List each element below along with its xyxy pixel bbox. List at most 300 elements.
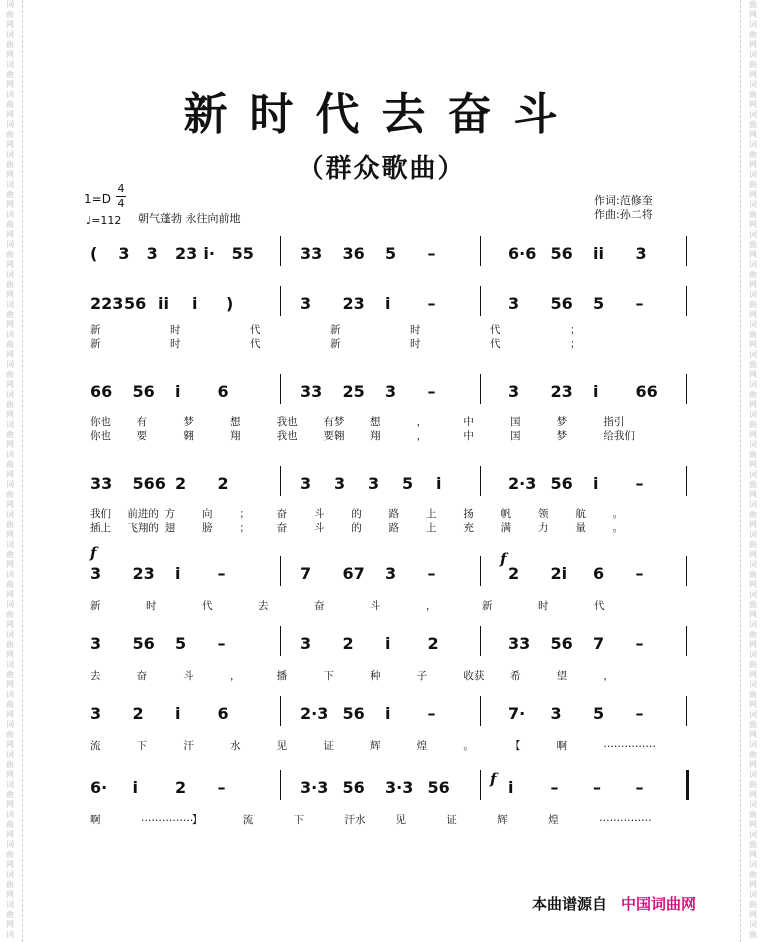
lyric-syllable: 汗 <box>183 740 194 752</box>
watermark-char: 曲 <box>749 60 757 69</box>
watermark-char: 网 <box>6 170 14 179</box>
watermark-char: 网 <box>6 230 14 239</box>
composer-credit: 作曲:孙二将 <box>594 208 653 221</box>
lyric-line <box>90 322 690 336</box>
lyric-syllable: 下 <box>136 740 148 752</box>
watermark-char: 曲 <box>749 450 757 459</box>
note: 2 <box>175 778 187 797</box>
note: 36 <box>342 244 365 263</box>
lyric-syllable: 要翱 <box>323 430 345 442</box>
lyric-syllable: ； <box>570 324 581 336</box>
watermark-char: 词 <box>6 60 14 69</box>
note: – <box>217 564 226 583</box>
note: i <box>175 564 181 583</box>
watermark-char: 网 <box>6 800 14 809</box>
note: – <box>635 778 644 797</box>
lyric-syllable: 路 <box>388 508 400 520</box>
watermark-char: 网 <box>749 670 757 679</box>
lyric-line <box>90 668 690 682</box>
lyric-syllable: ， <box>416 416 428 428</box>
lyric-syllable: 上 <box>426 508 437 520</box>
key-signature: 1=D <box>84 192 111 206</box>
dynamic-forte: f <box>490 770 497 788</box>
song-subtitle: （群众歌曲） <box>297 154 466 184</box>
watermark-char: 曲 <box>749 270 757 279</box>
source-brand: 中国词曲网 <box>621 895 697 913</box>
expression-marking: 朝气蓬勃 永往向前地 <box>138 212 241 225</box>
note: 3 <box>508 294 520 313</box>
lyric-syllable: 要 <box>136 430 148 442</box>
watermark-char: 网 <box>749 490 757 499</box>
watermark-char: 词 <box>749 710 757 719</box>
note: 33 <box>508 634 531 653</box>
note: 7 <box>300 564 312 583</box>
lyric-syllable: 想 <box>370 416 381 428</box>
watermark-char: 曲 <box>6 220 14 229</box>
watermark-char: 曲 <box>749 930 757 939</box>
lyric-syllable: 收获 <box>463 670 485 682</box>
lyric-syllable: 向 <box>202 508 213 520</box>
watermark-char: 曲 <box>6 910 14 919</box>
watermark-char: 网 <box>6 770 14 779</box>
note: 3 <box>118 244 130 263</box>
barline <box>686 374 687 404</box>
note: 66 <box>635 382 658 401</box>
score-row <box>90 696 690 726</box>
lyric-syllable: 我也 <box>276 430 298 442</box>
note: ) <box>226 294 234 313</box>
note: 6 <box>217 382 229 401</box>
watermark-char: 曲 <box>6 70 14 79</box>
barline <box>686 696 687 726</box>
watermark-char: 曲 <box>6 820 14 829</box>
lyric-syllable: 充 <box>463 522 474 534</box>
note: ( <box>90 244 98 263</box>
lyric-syllable: 代 <box>490 324 501 336</box>
watermark-char: 曲 <box>749 810 757 819</box>
lyric-syllable: ， <box>416 430 428 442</box>
lyric-line <box>90 428 690 442</box>
watermark-char: 网 <box>749 160 757 169</box>
watermark-char: 词 <box>6 510 14 519</box>
watermark-char: 曲 <box>749 180 757 189</box>
watermark-char: 网 <box>6 740 14 749</box>
watermark-char: 词 <box>749 170 757 179</box>
watermark-char: 词 <box>749 770 757 779</box>
note: 2 <box>508 564 520 583</box>
watermark-char: 曲 <box>749 420 757 429</box>
watermark-char: 曲 <box>6 280 14 289</box>
watermark-char: 词 <box>6 180 14 189</box>
note: 5 <box>385 244 397 263</box>
barline <box>280 770 281 800</box>
note: 3 <box>146 244 158 263</box>
watermark-char: 曲 <box>749 390 757 399</box>
watermark-char: 词 <box>6 390 14 399</box>
watermark-char: 曲 <box>749 660 757 669</box>
watermark-char: 曲 <box>749 510 757 519</box>
watermark-char: 曲 <box>6 460 14 469</box>
watermark-char: 曲 <box>6 610 14 619</box>
lyric-syllable: 帆 <box>500 508 512 520</box>
note: 7 <box>593 634 605 653</box>
lyric-syllable: ， <box>426 600 437 612</box>
lyric-syllable: 插上 <box>90 522 111 534</box>
barline <box>280 374 281 404</box>
note: i <box>436 474 442 493</box>
watermark-char: 网 <box>6 650 14 659</box>
barline <box>686 556 687 586</box>
lyric-syllable: 给我们 <box>603 430 635 442</box>
lyric-syllable: 梦 <box>556 430 568 442</box>
watermark-char: 网 <box>749 880 757 889</box>
lyric-syllable: 。 <box>612 522 624 534</box>
watermark-char: 曲 <box>6 10 14 19</box>
note: i <box>175 382 181 401</box>
lyric-syllable: 时 <box>538 600 549 612</box>
watermark-char: 曲 <box>6 340 14 349</box>
lyric-syllable: 新 <box>90 324 101 336</box>
watermark-char: 词 <box>6 810 14 819</box>
watermark-char: 词 <box>749 530 757 539</box>
watermark-char: 曲 <box>6 430 14 439</box>
lyric-syllable: 斗 <box>370 600 381 612</box>
barline <box>280 556 281 586</box>
lyric-syllable: 新 <box>90 600 101 612</box>
watermark-char: 网 <box>749 580 757 589</box>
note: 5 <box>593 294 605 313</box>
note: 56 <box>132 634 155 653</box>
watermark-char: 网 <box>6 890 14 899</box>
note: – <box>593 778 601 797</box>
lyric-syllable: 希 <box>510 670 521 682</box>
watermark-char: 网 <box>6 200 14 209</box>
watermark-char: 词 <box>6 630 14 639</box>
watermark-char: 词 <box>6 150 14 159</box>
score-row <box>90 770 690 800</box>
note: 5 <box>402 474 414 493</box>
note: i <box>192 294 198 313</box>
note: 66 <box>90 382 113 401</box>
watermark-char: 曲 <box>749 360 757 369</box>
watermark-char: 词 <box>749 860 757 869</box>
lyric-syllable: 梦 <box>556 416 568 428</box>
lyric-syllable: 新 <box>330 324 341 336</box>
lyric-syllable: 见 <box>395 814 406 826</box>
watermark-char: 网 <box>749 730 757 739</box>
note: 6 <box>217 704 229 723</box>
lyric-syllable: 新 <box>482 600 493 612</box>
lyricist-credit: 作词:范修奎 <box>594 194 653 207</box>
lyric-syllable: 奋 <box>314 600 325 612</box>
lyric-syllable: 时 <box>410 324 421 336</box>
lyric-syllable: 前进的 <box>127 508 159 520</box>
note: 56 <box>550 474 573 493</box>
lyric-syllable: 翔 <box>230 430 241 442</box>
note: 2i <box>550 564 568 583</box>
note: 56 <box>427 778 450 797</box>
note: 2 <box>342 634 354 653</box>
watermark-char: 曲 <box>6 730 14 739</box>
watermark-char: 网 <box>6 140 14 149</box>
note: 2 <box>217 474 229 493</box>
lyric-syllable: 我们 <box>90 508 111 520</box>
barline <box>280 626 281 656</box>
watermark-char: 网 <box>749 520 757 529</box>
note: 3 <box>635 244 647 263</box>
watermark-char: 词 <box>6 360 14 369</box>
watermark-char: 网 <box>6 920 14 929</box>
lyric-syllable: 去 <box>90 670 101 682</box>
watermark-char: 曲 <box>6 790 14 799</box>
lyric-syllable: 。 <box>463 740 474 752</box>
watermark-char: 网 <box>749 700 757 709</box>
watermark-char: 曲 <box>749 690 757 699</box>
lyric-line <box>90 520 690 534</box>
note: 33 <box>300 244 323 263</box>
watermark-char: 词 <box>6 540 14 549</box>
watermark-char: 词 <box>6 420 14 429</box>
barline <box>480 286 481 316</box>
watermark-char: 词 <box>749 80 757 89</box>
lyric-syllable: 流 <box>90 740 101 752</box>
barline <box>686 466 687 496</box>
note: – <box>427 294 436 313</box>
lyric-syllable: 时 <box>170 324 181 336</box>
lyric-syllable: 证 <box>446 814 457 826</box>
watermark-char: 词 <box>749 650 757 659</box>
note: 3 <box>90 704 102 723</box>
watermark-char: 曲 <box>6 250 14 259</box>
lyric-syllable: 见 <box>276 740 288 752</box>
note: 566 <box>132 474 166 493</box>
note: 56 <box>342 704 365 723</box>
watermark-char: 网 <box>6 710 14 719</box>
lyric-syllable: 代 <box>490 338 501 350</box>
lyric-syllable: 翅 <box>164 522 176 534</box>
note: 56 <box>550 634 573 653</box>
lyric-syllable: ； <box>239 522 250 534</box>
note: 6· <box>90 778 108 797</box>
note: 23 <box>342 294 365 313</box>
watermark-char: 网 <box>749 550 757 559</box>
barline <box>280 466 281 496</box>
lyric-syllable: 的 <box>351 522 362 534</box>
note: 3 <box>334 474 346 493</box>
barline <box>280 286 281 316</box>
note: 3·3 <box>385 778 414 797</box>
score-row <box>90 556 690 586</box>
watermark-char: 网 <box>6 110 14 119</box>
score-row <box>90 374 690 404</box>
note: 5 <box>593 704 605 723</box>
lyric-syllable: 时 <box>170 338 181 350</box>
watermark-char: 曲 <box>749 540 757 549</box>
final-barline <box>686 770 689 800</box>
watermark-char: 网 <box>6 290 14 299</box>
watermark-char: 网 <box>6 320 14 329</box>
note: 2 <box>132 704 144 723</box>
watermark-char: 曲 <box>749 300 757 309</box>
watermark-char: 词 <box>749 830 757 839</box>
watermark-char: 词 <box>749 350 757 359</box>
lyric-syllable: 望 <box>556 670 568 682</box>
watermark-char: 词 <box>749 620 757 629</box>
watermark-char: 网 <box>6 80 14 89</box>
watermark-char: 词 <box>6 930 14 939</box>
lyric-syllable: …………… <box>599 812 652 824</box>
note: 223 <box>90 294 124 313</box>
lyric-syllable: 力 <box>538 522 549 534</box>
note: 33 <box>300 382 323 401</box>
watermark-char: 曲 <box>749 330 757 339</box>
watermark-char: 网 <box>6 380 14 389</box>
lyric-syllable: 汗水 <box>344 814 366 826</box>
watermark-char: 网 <box>749 100 757 109</box>
lyric-syllable: 膀 <box>202 522 213 534</box>
lyric-syllable: 下 <box>293 814 305 826</box>
lyric-syllable: 。 <box>612 508 624 520</box>
song-title: 新时代去奋斗 <box>183 89 580 140</box>
barline <box>686 236 687 266</box>
note: 7· <box>508 704 526 723</box>
watermark-char: 网 <box>749 130 757 139</box>
note: 56 <box>342 778 365 797</box>
watermark-char: 网 <box>6 860 14 869</box>
note: – <box>635 634 644 653</box>
lyric-syllable: 上 <box>426 522 437 534</box>
watermark-char: 网 <box>749 250 757 259</box>
note: 25 <box>342 382 365 401</box>
lyric-syllable: 斗 <box>183 670 194 682</box>
lyric-syllable: 证 <box>323 740 334 752</box>
lyric-line <box>90 598 690 612</box>
lyric-syllable: 梦 <box>183 416 194 428</box>
note: 56 <box>550 244 573 263</box>
watermark-char: 曲 <box>6 490 14 499</box>
note: 5 <box>175 634 187 653</box>
watermark-char: 词 <box>749 590 757 599</box>
score-row <box>90 286 690 316</box>
lyric-syllable: 辉 <box>497 814 508 826</box>
watermark-char: 网 <box>749 850 757 859</box>
watermark-char: 网 <box>749 40 757 49</box>
watermark-char: 曲 <box>749 210 757 219</box>
barline <box>686 286 687 316</box>
lyric-syllable: 辉 <box>370 740 381 752</box>
lyric-syllable: 国 <box>510 430 521 442</box>
watermark-char: 词 <box>749 380 757 389</box>
score-row <box>90 626 690 656</box>
lyric-syllable: 啊 <box>556 740 568 752</box>
watermark-char: 词 <box>6 240 14 249</box>
lyric-syllable: 满 <box>500 522 512 534</box>
watermark-char: 词 <box>6 690 14 699</box>
watermark-char: 网 <box>6 620 14 629</box>
watermark-char: 词 <box>749 740 757 749</box>
watermark-char: 网 <box>749 430 757 439</box>
watermark-char: 词 <box>6 660 14 669</box>
note: 3 <box>550 704 562 723</box>
watermark-char: 网 <box>749 910 757 919</box>
note: i <box>593 474 599 493</box>
watermark-char: 曲 <box>6 580 14 589</box>
watermark-char: 网 <box>749 340 757 349</box>
lyric-syllable: 播 <box>276 670 288 682</box>
watermark-char: 曲 <box>6 520 14 529</box>
watermark-char: 曲 <box>6 370 14 379</box>
lyric-syllable: 扬 <box>463 508 474 520</box>
watermark-char: 曲 <box>6 100 14 109</box>
note: ii <box>593 244 604 263</box>
watermark-char: 词 <box>6 480 14 489</box>
watermark-char: 词 <box>749 920 757 929</box>
lyric-syllable: 翱 <box>183 430 194 442</box>
watermark-char: 词 <box>749 20 757 29</box>
note: 55 <box>231 244 254 263</box>
watermark-char: 词 <box>749 140 757 149</box>
lyric-syllable: 煌 <box>548 814 559 826</box>
watermark-char: 网 <box>749 610 757 619</box>
watermark-char: 网 <box>749 640 757 649</box>
watermark-char: 网 <box>749 760 757 769</box>
lyric-syllable: 你也 <box>90 416 111 428</box>
note: 67 <box>342 564 365 583</box>
lyric-syllable: 去 <box>258 600 269 612</box>
barline <box>480 770 481 800</box>
lyric-syllable: 量 <box>575 522 586 534</box>
note: 2·3 <box>300 704 329 723</box>
watermark-char: 词 <box>749 110 757 119</box>
lyric-syllable: 代 <box>250 324 261 336</box>
note: 56 <box>132 382 155 401</box>
lyric-syllable: 流 <box>242 814 254 826</box>
lyric-syllable: 斗 <box>314 508 325 520</box>
barline <box>480 696 481 726</box>
watermark-char: 曲 <box>749 150 757 159</box>
note: ii <box>158 294 169 313</box>
watermark-char: 网 <box>6 20 14 29</box>
watermark-char: 曲 <box>749 240 757 249</box>
note: 3 <box>368 474 380 493</box>
watermark-char: 词 <box>749 470 757 479</box>
watermark-char: 曲 <box>6 40 14 49</box>
note: i <box>385 634 391 653</box>
watermark-char: 词 <box>749 560 757 569</box>
lyric-syllable: 】 <box>191 814 203 826</box>
watermark-char: 词 <box>749 890 757 899</box>
note: 23 <box>550 382 573 401</box>
lyric-syllable: 斗 <box>314 522 325 534</box>
note: – <box>217 634 226 653</box>
watermark-char: 网 <box>749 310 757 319</box>
note: – <box>635 564 644 583</box>
note: 3 <box>300 474 312 493</box>
note: 33 <box>90 474 113 493</box>
barline <box>480 556 481 586</box>
lyric-syllable: 飞翔的 <box>127 522 159 534</box>
watermark-char: 词 <box>6 720 14 729</box>
lyric-line <box>90 506 690 520</box>
watermark-char: 曲 <box>6 700 14 709</box>
watermark-char: 曲 <box>6 760 14 769</box>
note: – <box>427 564 436 583</box>
watermark-char: 曲 <box>749 720 757 729</box>
watermark-char: 词 <box>749 260 757 269</box>
note: 3·3 <box>300 778 329 797</box>
watermark-char: 曲 <box>6 130 14 139</box>
note: i <box>385 294 391 313</box>
